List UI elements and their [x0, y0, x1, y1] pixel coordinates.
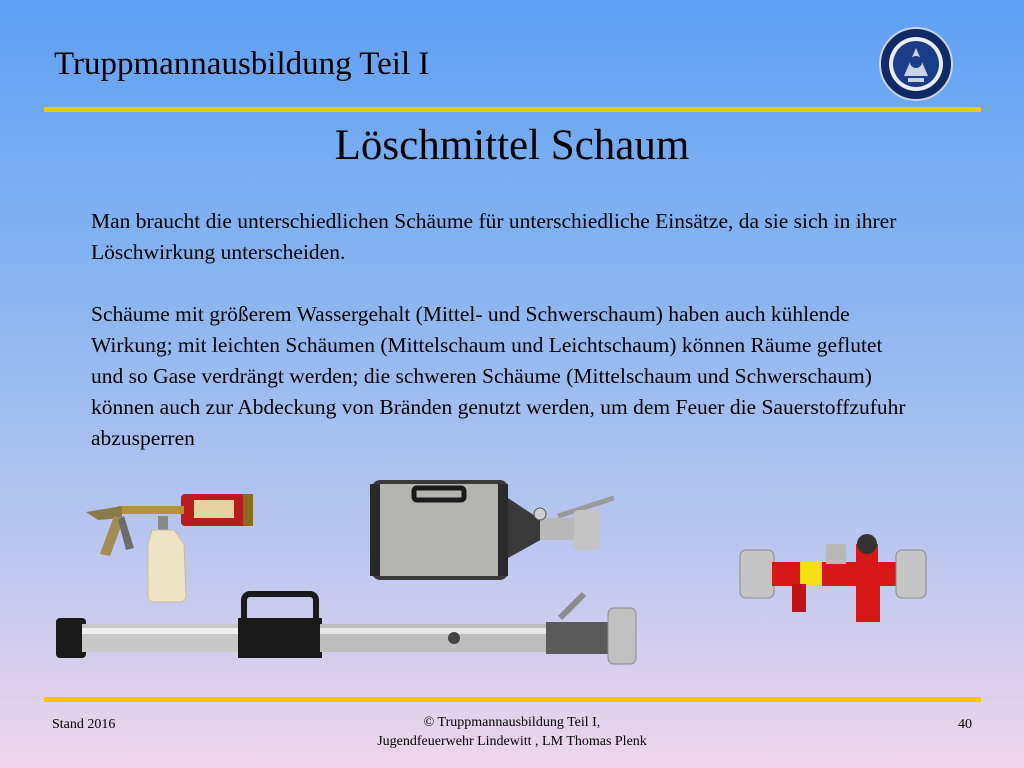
footer-divider	[44, 697, 981, 702]
fire-brigade-badge-icon	[878, 26, 954, 102]
z-proportioner-icon	[738, 534, 928, 628]
body-paragraph: Man braucht die unterschiedlichen Schäume für unterschiedliche Einsätze, da sie sich in ihrer Löschwirkung unterscheiden.	[91, 209, 897, 264]
heavy-foam-pipe-icon	[52, 588, 646, 668]
page-number: 40	[958, 717, 972, 732]
slide-body	[91, 206, 911, 485]
footer-copyright-line: Jugendfeuerwehr Lindewitt , LM Thomas Plenk	[377, 734, 647, 749]
foam-hand-gun-icon	[78, 486, 258, 604]
footer-copyright-line: © Truppmannausbildung Teil I,	[423, 715, 601, 730]
header-title: Truppmannausbildung Teil I	[54, 46, 430, 82]
body-paragraph: Schäume mit größerem Wassergehalt (Mittel- und Schwerschaum) haben auch kühlende Wirkung; mit leichten Schäumen (Mittelschaum und Leichtschaum) können Räume geflutet und so Gase verdrängt werden; die schweren Schäume (Mittelschaum und Schwerschaum) können auch zur Abdeckung von Bränden genutzt werden, um dem Feuer die Sauerstoffzufuhr abzusperren	[91, 302, 906, 450]
medium-foam-pipe-icon	[368, 478, 624, 582]
footer-date: Stand 2016	[52, 717, 116, 732]
footer-copyright	[312, 713, 712, 751]
header-divider	[44, 107, 981, 112]
slide-title: Löschmittel Schaum	[334, 122, 690, 169]
